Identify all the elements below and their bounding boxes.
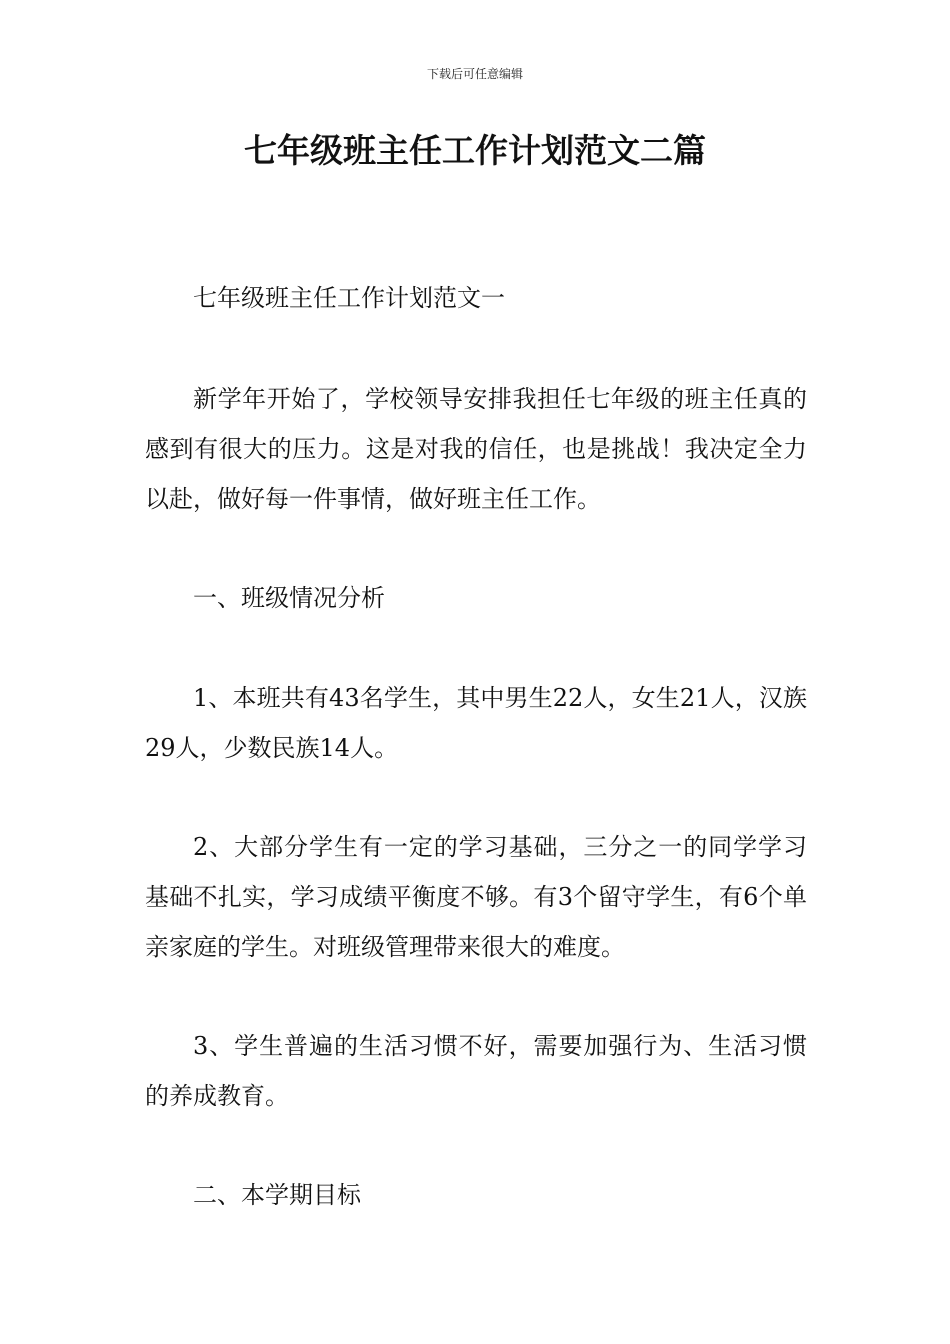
list-item-3: 3、学生普遍的生活习惯不好，需要加强行为、生活习惯的养成教育。 xyxy=(145,1032,807,1110)
intro-paragraph: 新学年开始了，学校领导安排我担任七年级的班主任真的感到有很大的压力。这是对我的信任，也是挑战！我决定全力以赴，做好每一件事情，做好班主任工作。 xyxy=(145,385,807,513)
list-item-2: 2、大部分学生有一定的学习基础，三分之一的同学学习基础不扎实，学习成绩平衡度不够。有3个留守学生，有6个单亲家庭的学生。对班级管理带来很大的难度。 xyxy=(145,833,807,961)
section-subtitle: 七年级班主任工作计划范文一 xyxy=(193,284,505,312)
section-heading-2: 二、本学期目标 xyxy=(193,1181,361,1209)
section-heading-1: 一、班级情况分析 xyxy=(193,584,385,612)
list-item-1: 1、本班共有43名学生，其中男生22人，女生21人，汉族29人，少数民族14人。 xyxy=(145,684,807,762)
header-note: 下载后可任意编辑 xyxy=(426,67,523,81)
document-title: 七年级班主任工作计划范文二篇 xyxy=(244,131,706,170)
